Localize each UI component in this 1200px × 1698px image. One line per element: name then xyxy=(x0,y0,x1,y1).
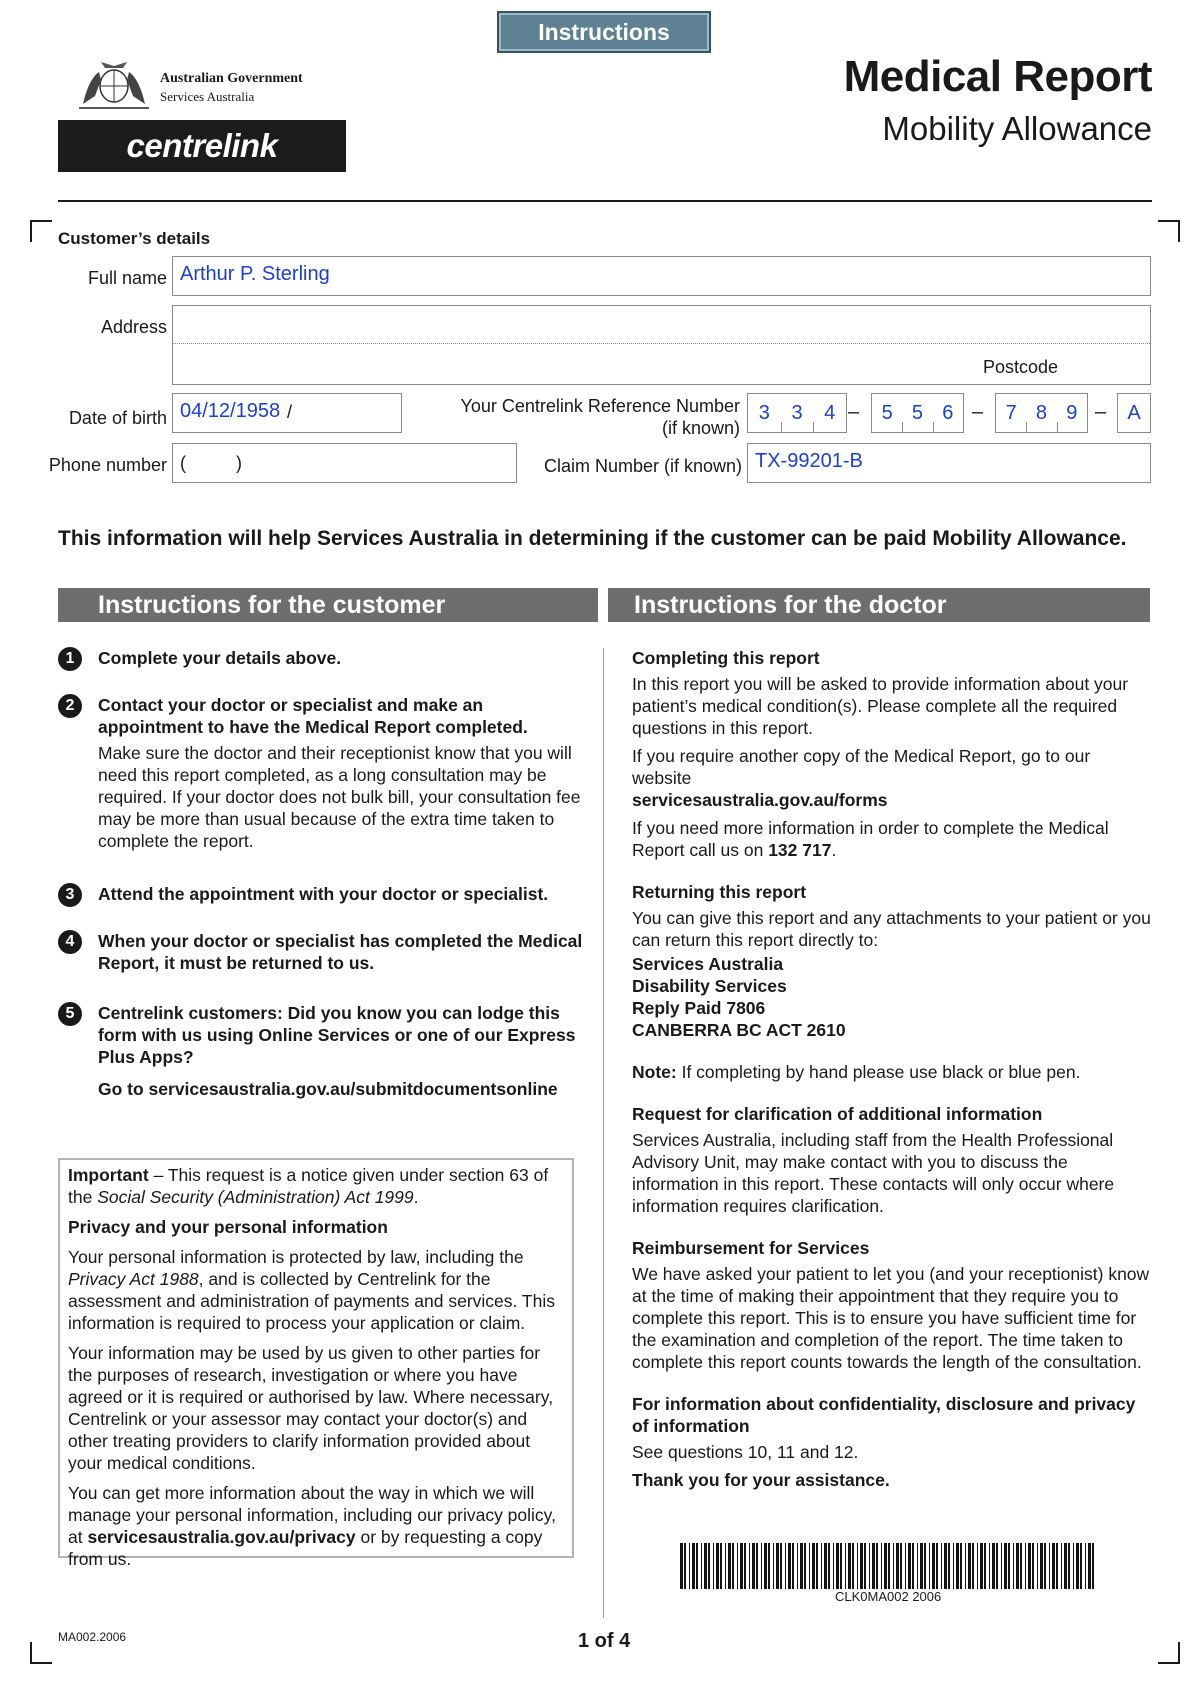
address-line: Services Australia xyxy=(632,954,784,974)
privacy-link[interactable]: servicesaustralia.gov.au/privacy xyxy=(87,1527,356,1547)
privacy-p3-a: You can get more information about the way in which we will manage your personal information, including our privacy policy, at xyxy=(68,1483,556,1547)
note-text: If completing by hand please use black or blue pen. xyxy=(676,1062,1081,1082)
crn-digit: 8 xyxy=(1026,394,1056,432)
step-heading: Contact your doctor or specialist and make an appointment to have the Medical Report completed. xyxy=(98,695,528,737)
address-divider xyxy=(173,343,1150,344)
completing-p1: In this report you will be asked to provide information about your patient’s medical condition(s). Please complete all the required questions in this report. xyxy=(632,674,1129,738)
full-name-label: Full name xyxy=(87,268,167,288)
barcode-text: CLK0MA002 2006 xyxy=(835,1589,942,1604)
step-heading: Attend the appointment with your doctor or specialist. xyxy=(98,884,549,904)
reimbursement-paragraph: We have asked your patient to let you (and your receptionist) know at the time of making their appointment that they require you to complete this report. This is to ensure you have sufficient time for the examination and completion of the report. The time taken to complete this report counts towards the length of the consultation. xyxy=(632,1264,1150,1372)
return-address xyxy=(632,953,1152,1041)
crn-group-3[interactable] xyxy=(995,393,1088,433)
clarify-paragraph: Services Australia, including staff from the Health Professional Advisory Unit, may make contact with you to discuss the information in this report. These contacts will only occur where information requires clarification. xyxy=(632,1130,1115,1216)
full-name-field[interactable] xyxy=(172,256,1151,296)
crn-group-1[interactable] xyxy=(747,393,847,433)
step-1 xyxy=(58,647,588,669)
crop-mark-top-right xyxy=(1158,220,1180,242)
dob-label: Date of birth xyxy=(68,408,167,428)
dob-separator: / xyxy=(287,402,293,422)
doctor-instructions-heading: Instructions for the doctor xyxy=(608,588,1150,622)
important-act: Social Security (Administration) Act 1999 xyxy=(97,1187,414,1207)
crn-digit: 9 xyxy=(1057,394,1087,432)
step-3 xyxy=(58,883,588,905)
step-heading: When your doctor or specialist has completed the Medical Report, it must be returned to us. xyxy=(98,931,583,973)
gov-line-1: Australian Government xyxy=(160,71,303,86)
privacy-p1-a: Your personal information is protected by law, including the xyxy=(68,1247,524,1267)
step-heading: Complete your details above. xyxy=(98,648,342,668)
address-line: Reply Paid 7806 xyxy=(632,998,766,1018)
crn-check-letter[interactable] xyxy=(1117,393,1151,433)
crn-digit: 7 xyxy=(1005,402,1017,424)
full-name-value: Arthur P. Sterling xyxy=(180,263,330,285)
crn-digit: 5 xyxy=(902,394,932,432)
crop-mark-bottom-left xyxy=(30,1642,52,1664)
confidentiality-paragraph: See questions 10, 11 and 12. xyxy=(632,1442,859,1462)
instructions-button[interactable]: Instructions xyxy=(497,11,711,53)
confidentiality-heading: For information about confidentiality, disclosure and privacy of information xyxy=(632,1394,1136,1436)
completing-p2: If you require another copy of the Medical Report, go to our website xyxy=(632,746,1091,788)
crn-digit: 3 xyxy=(781,394,814,432)
forms-link[interactable]: servicesaustralia.gov.au/forms xyxy=(632,790,888,810)
customer-details-heading: Customer’s details xyxy=(58,229,211,248)
gov-line-2: Services Australia xyxy=(160,89,255,104)
address-line: CANBERRA BC ACT 2610 xyxy=(632,1020,846,1040)
important-notice-box xyxy=(58,1158,574,1569)
crn-separator: – xyxy=(1095,401,1107,423)
dob-value: 04/12/1958 xyxy=(180,400,281,422)
step-paragraph: Make sure the doctor and their receptionist know that you will need this report completed, as a long consultation may be required. If your doctor does not bulk bill, your consultation fee may be more than usual because of the extra time taken to complete the report. xyxy=(98,743,581,851)
phone-label: Phone number xyxy=(48,455,167,475)
note-label: Note: xyxy=(632,1062,677,1082)
step-5 xyxy=(58,1002,588,1100)
lead-statement: This information will help Services Australia in determining if the customer can be paid Mobility Allowance. xyxy=(58,527,1127,550)
claim-number-field[interactable] xyxy=(747,443,1151,483)
step-number: 5 xyxy=(58,1002,82,1026)
crn-separator: – xyxy=(972,401,984,423)
important-text: – This request is a notice given under section 63 of the xyxy=(68,1165,549,1207)
crn-digit: 6 xyxy=(933,394,963,432)
page-title: Medical Report xyxy=(843,52,1152,101)
government-wordmark xyxy=(160,70,303,106)
crop-mark-top-left xyxy=(30,220,52,242)
barcode xyxy=(680,1543,1100,1589)
step-number: 4 xyxy=(58,930,82,954)
crn-label-line-1: Your Centrelink Reference Number xyxy=(460,396,740,416)
crn-label xyxy=(461,395,740,439)
dob-field[interactable] xyxy=(172,393,402,433)
centrelink-logo: centrelink xyxy=(58,120,346,172)
privacy-p1-b: , and is collected by Centrelink for the assessment and administration of payments and services. This information is required to process your application or claim. xyxy=(68,1269,555,1333)
privacy-heading: Privacy and your personal information xyxy=(68,1217,388,1237)
completing-heading: Completing this report xyxy=(632,648,820,668)
step-4 xyxy=(58,930,588,974)
column-divider xyxy=(603,648,604,1618)
doctor-instructions xyxy=(632,647,1152,1497)
claim-number-label: Claim Number (if known) xyxy=(543,456,742,476)
crop-mark-bottom-right xyxy=(1158,1642,1180,1664)
address-label: Address xyxy=(100,317,167,337)
reimbursement-heading: Reimbursement for Services xyxy=(632,1238,870,1258)
phone-number: 132 717 xyxy=(768,840,832,860)
important-label: Important xyxy=(68,1165,149,1185)
postcode-label: Postcode xyxy=(983,357,1059,377)
completing-p3: If you need more information in order to complete the Medical Report call us on xyxy=(632,818,1109,860)
phone-paren-close: ) xyxy=(236,453,242,473)
form-code: MA002.2006 xyxy=(58,1630,127,1644)
crn-digit: 4 xyxy=(813,394,846,432)
step-number: 3 xyxy=(58,883,82,907)
address-line: Disability Services xyxy=(632,976,787,996)
claim-number-value: TX-99201-B xyxy=(755,450,863,472)
submit-online-link[interactable]: Go to servicesaustralia.gov.au/submitdocumentsonline xyxy=(98,1079,558,1099)
step-2 xyxy=(58,694,588,852)
step-number: 2 xyxy=(58,694,82,718)
phone-field[interactable] xyxy=(172,443,517,483)
crn-letter: A xyxy=(1127,402,1141,424)
returning-p1: You can give this report and any attachments to your patient or you can return this report directly to: xyxy=(632,908,1151,950)
privacy-p2: Your information may be used by us given to other parties for the purposes of research, investigation or where you have agreed or it is required or authorised by law. Where necessary, Centrelink or your assessor may contact your doctor(s) and other treating providers to clarify information provided about your medical conditions. xyxy=(68,1343,554,1473)
header-rule xyxy=(58,200,1152,202)
customer-instructions-heading: Instructions for the customer xyxy=(58,588,598,622)
completing-p3-end: . xyxy=(831,840,837,860)
privacy-p3-b: or by requesting a copy from us. xyxy=(68,1527,543,1569)
important-act-end: . xyxy=(413,1187,419,1207)
step-heading: Centrelink customers: Did you know you can lodge this form with us using Online Services or one of our Express Plus Apps? xyxy=(98,1003,576,1067)
returning-heading: Returning this report xyxy=(632,882,807,902)
crn-digit: 3 xyxy=(758,402,770,424)
crn-label-line-2: (if known) xyxy=(661,418,740,438)
page-subtitle: Mobility Allowance xyxy=(882,110,1152,147)
step-number: 1 xyxy=(58,647,82,671)
coat-of-arms-logo xyxy=(73,56,155,112)
privacy-act: Privacy Act 1988 xyxy=(68,1269,199,1289)
crn-digit: 5 xyxy=(881,402,893,424)
clarify-heading: Request for clarification of additional information xyxy=(632,1104,1043,1124)
thank-you: Thank you for your assistance. xyxy=(632,1470,890,1490)
crn-group-2[interactable] xyxy=(871,393,964,433)
page-number: 1 of 4 xyxy=(578,1630,631,1652)
crn-separator: – xyxy=(848,401,860,423)
phone-paren-open: ( xyxy=(180,453,186,473)
